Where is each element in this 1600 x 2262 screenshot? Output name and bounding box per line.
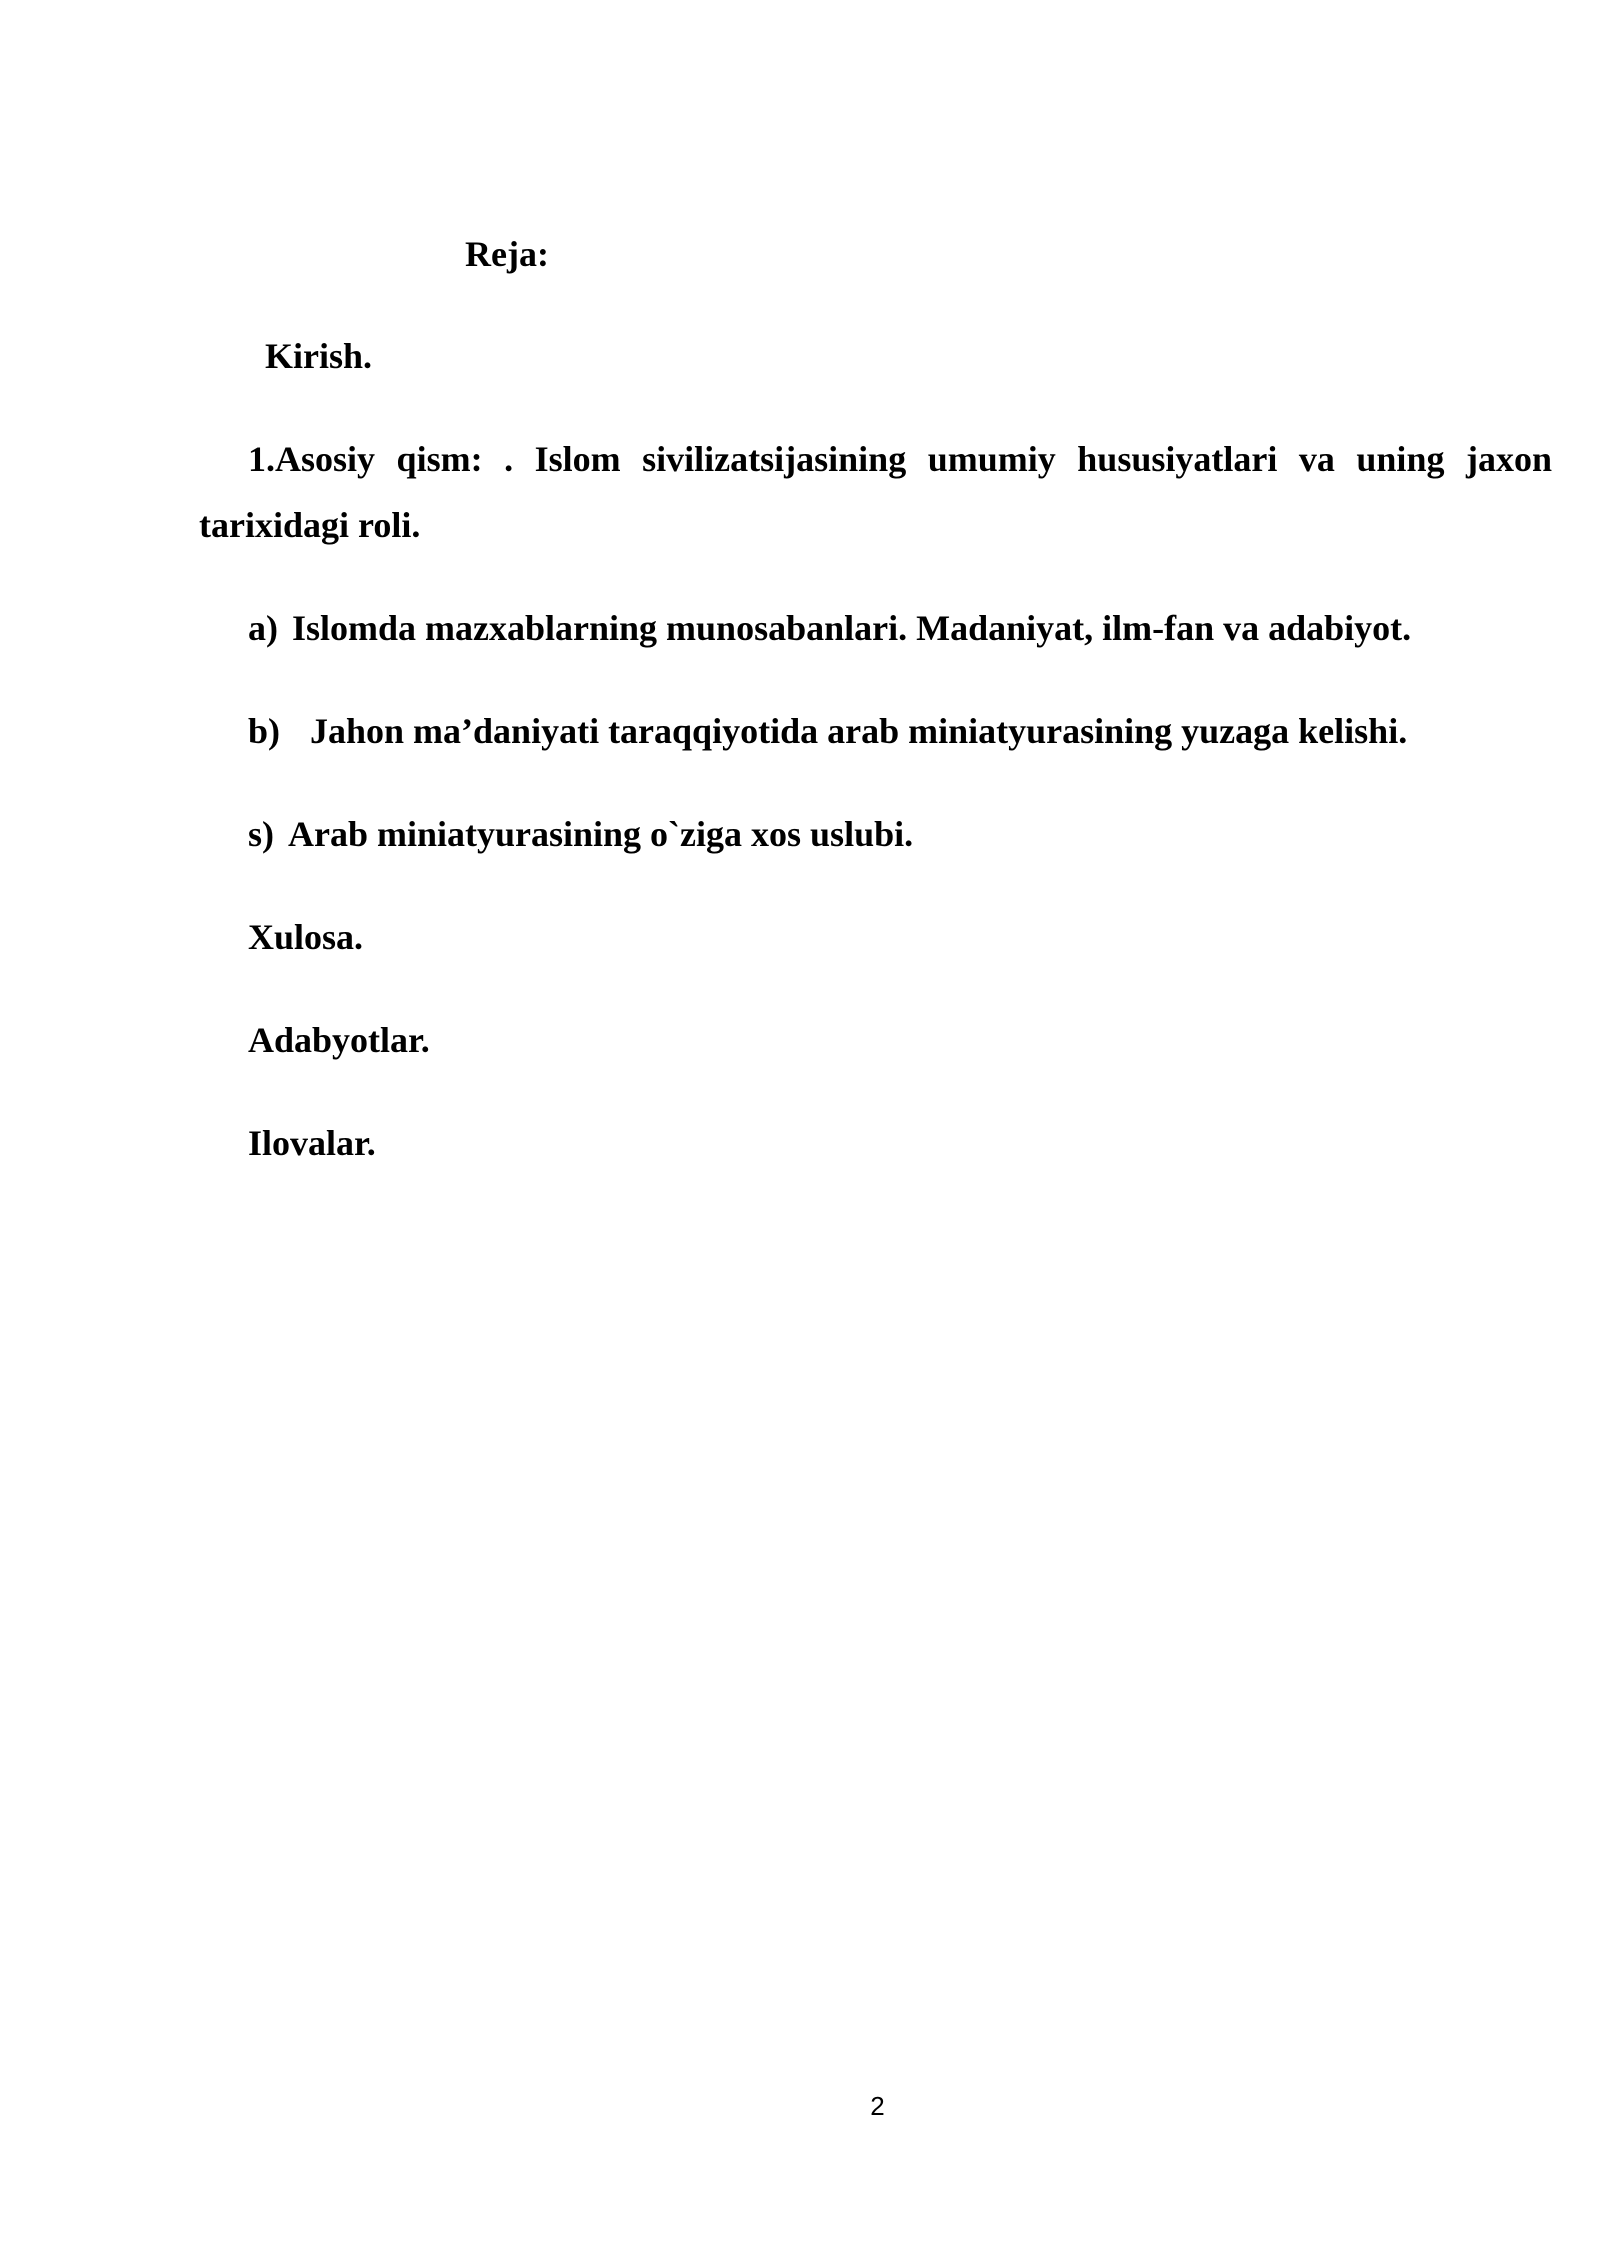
literature-heading: Adabyotlar. [248, 1020, 430, 1060]
plan-item-a [248, 606, 1411, 650]
page-number: 2 [870, 2091, 885, 2121]
intro-heading: Kirish. [265, 336, 373, 376]
item-text: Islomda mazxablarning munosabanlari. Madaniyat, ilm-fan va adabiyot. [292, 608, 1412, 648]
item-text: Jahon ma’daniyati taraqqiyotida arab miniatyurasining yuzaga kelishi. [310, 711, 1408, 751]
conclusion-heading: Xulosa. [248, 917, 364, 957]
main-part-line-2: tarixidagi roli. [199, 505, 421, 545]
main-part-line-1: 1.Asosiy qism: . Islom sivilizatsijasining umumiy hususiyatlari va uning jaxon [248, 439, 1552, 479]
item-text: Arab miniatyurasining o`ziga xos uslubi. [288, 814, 914, 854]
item-marker: a) [248, 608, 278, 648]
plan-title: Reja: [465, 234, 549, 274]
plan-item-s [248, 812, 913, 856]
item-marker: s) [248, 814, 274, 854]
item-marker: b) [248, 711, 281, 751]
appendix-heading: Ilovalar. [248, 1123, 376, 1163]
plan-item-b [248, 709, 1407, 753]
